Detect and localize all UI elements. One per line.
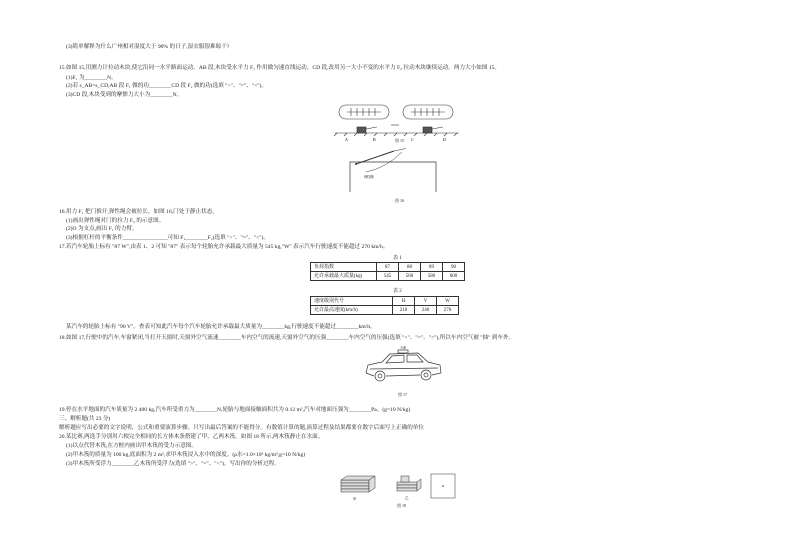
q16-sub2: (2)O 为支点,画出 F₁ 的力臂。	[66, 226, 138, 232]
q15-intro: 15.如图 15,用测力计拉动木块,使它沿同一水平路面运动。AB 段,木块受水平力 F₁ 作用做匀速直线运动。CD 段,改用另一大小不变的水平力 F₂ 拉动木块继续运动。两力大小如图 15。	[59, 65, 501, 71]
table-2	[310, 296, 459, 315]
q17-body: 某汽车的轮胎上标有 "90 V"。查表可知此汽车每个汽车轮胎允许承载最大质量为________kg,行驶速度不能超过________km/h。	[66, 324, 376, 330]
q19: 19.停在水平地面的汽车质量为 2 400 kg,汽车所受重力为________N,轮胎与地面接触面积共为 0.12 m²,汽车对地面压强为________Pa。(g=10 N/kg)	[59, 407, 411, 413]
table-cell: 545	[377, 272, 399, 281]
table-cell: 560	[399, 272, 421, 281]
table-cell: 270	[437, 306, 459, 315]
q20-sub1: (1)以点代替木筏,在方框内画出甲木筏的受力示意图。	[66, 443, 197, 449]
q15-sub3: (3)CD 段,木块受到的摩擦力大小为________N。	[66, 92, 183, 98]
point-d: D	[443, 137, 446, 142]
section-3-heading: 三、解析题(共 23 分)	[59, 416, 111, 422]
point-b: B	[373, 137, 376, 142]
table-1	[310, 262, 465, 281]
fig16-caption: 图 16	[395, 198, 404, 203]
table-cell: 90	[443, 263, 465, 272]
q16-sub1: (1)画出弹性绳对门的拉力 F₂ 的示意图。	[66, 218, 165, 224]
figure-17	[362, 345, 444, 385]
q16-intro: 16.用力 F₁ 把门推开,弹性绳会被拉长。如图 16,门处于静止状态。	[59, 209, 218, 215]
raft-jia-label: 甲	[353, 497, 357, 501]
q15-sub1: (1)F₁ 为________N。	[66, 75, 117, 81]
q20-intro: 20.某比赛,两选手分别用六根完全相同的长方体木条搭建了甲、乙两木筏。如图 18 所示,两木筏静止在水面。	[59, 434, 324, 440]
point-a: A	[345, 137, 348, 142]
raft-jia	[341, 476, 375, 492]
q20-sub2: (2)甲木筏的质量为 100 kg,底面积为 2 m²,求甲木筏浸入水中的深度。(ρ水=1.0×10³ kg/m³,g=10 N/kg)	[66, 452, 306, 458]
table-cell: 580	[421, 272, 443, 281]
q18: 18.如图 17,行驶中的汽车,车窗紧闭,当打开天窗时,天窗外空气流速________车内空气的流速,天窗外空气的压强________车内空气的压强(选填 ">"、"="、"<"),所以车内空气被 "抽" 到车外。	[59, 335, 515, 341]
table-cell: 210	[393, 306, 415, 315]
fig17-caption: 图 17	[398, 392, 407, 397]
table-cell: 600	[443, 272, 465, 281]
table-cell: V	[415, 297, 437, 306]
table-cell: 允许承载最大质量(kg)	[311, 272, 377, 281]
raft-yi-label: 乙	[405, 496, 409, 500]
table-row	[311, 263, 465, 272]
table2-title: 表 2	[393, 289, 402, 294]
table-cell: 240	[415, 306, 437, 315]
point-c: C	[411, 137, 414, 142]
table-row	[311, 306, 459, 315]
q16-sub3: (3)根据杠杆的平衡条件________________可知 F₁________F₂(选填 ">"、"="、"<")。	[66, 235, 269, 241]
q20-sub3: (3)甲木筏所受浮力________乙木筏所受浮力(选填 ">"、"="、"<")。写出你的分析过程。	[66, 461, 280, 467]
table-cell: 允许最高速度(km/h)	[311, 306, 393, 315]
table1-title: 表 1	[393, 256, 402, 261]
elastic-rope-label: 弹性绳	[364, 175, 374, 179]
figure-16	[346, 148, 442, 194]
raft-yi	[397, 476, 421, 491]
sunroof-label: 天窗	[400, 345, 407, 350]
fig18-caption: 图 18	[397, 503, 406, 508]
q17-intro: 17.若汽车轮胎上标有 "87 W",由表 1、2 可知 "87" 表示每个轮胎允许承载最大质量为 545 kg,"W" 表示汽车行驶速度不能超过 270 km/h。	[59, 244, 389, 250]
table-cell: 速度级别代号	[311, 297, 393, 306]
section-3-note: 解析题应写出必要的文字说明、公式和重要演算步骤。只写出最后答案的不能得分。有数值计算的题,演算过程及结果都要在数字后面写上正确的单位	[59, 425, 424, 431]
fig15-caption: 图 15	[395, 138, 404, 143]
table-cell: H	[393, 297, 415, 306]
figure-18	[335, 470, 475, 506]
wood-block-cd	[423, 127, 432, 133]
table-cell: 负荷指数	[311, 263, 377, 272]
table-row	[311, 297, 459, 306]
q15-sub2: (2)若 s_AB=s_CD,AB 段 F₁ 做的功________CD 段 F₂ 做的功(选填 ">"、"="、"<")。	[66, 83, 267, 89]
table-cell: W	[437, 297, 459, 306]
table-cell: 87	[377, 263, 399, 272]
wood-block-ab	[357, 127, 366, 133]
q14-sub3: (3)简单解释为什么广州相对湿度大于 90% 的日子,湿衣服很难晾干?	[66, 44, 230, 50]
table-row	[311, 272, 465, 281]
table-cell: 89	[421, 263, 443, 272]
table-cell: 88	[399, 263, 421, 272]
raft-point	[442, 485, 444, 487]
